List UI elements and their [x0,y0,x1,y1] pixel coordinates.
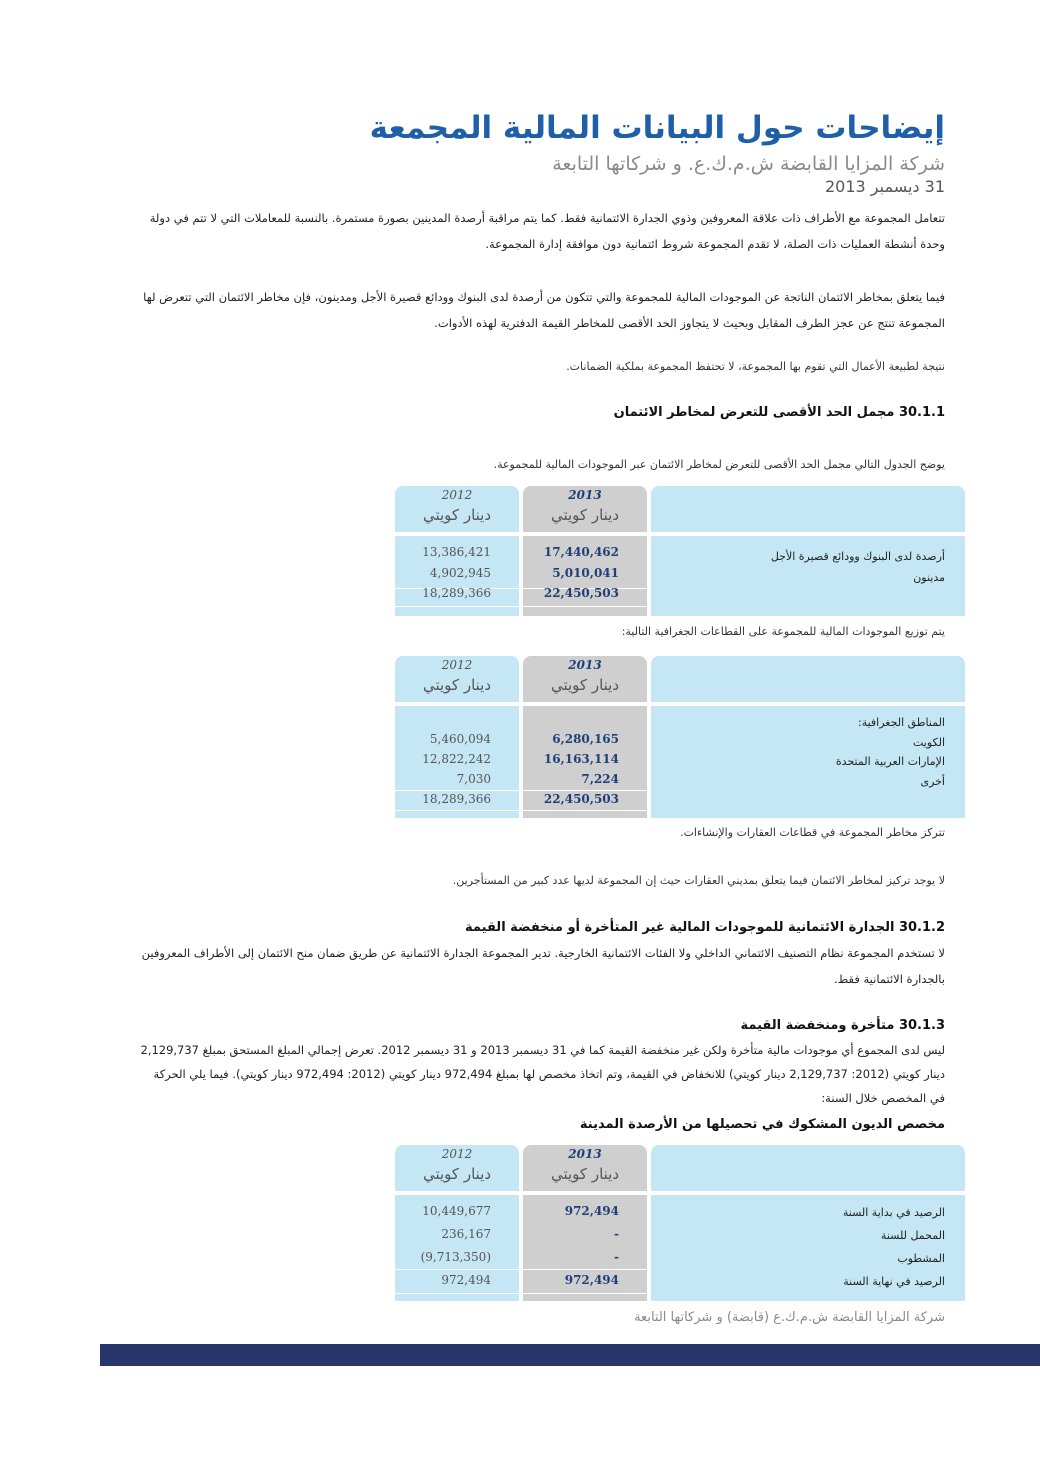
company-name: شركة المزايا القابضة ش.م.ك.ع. و شركاتها التابعة [552,153,945,175]
paragraph-table2-intro: يتم توزيع الموجودات المالية للمجموعة على القطاعات الجغرافية التالية: [621,625,945,638]
paragraph-no-concentration: لا يوجد تركيز لمخاطر الائتمان فيما يتعلق بمديني العقارات حيث إن المجموعة لديها عدد كبير من المستأجرين. [452,874,945,887]
page-title: إيضاحات حول البيانات المالية المجمعة [369,110,945,146]
currency-label: دينار كويتي [422,1165,492,1183]
table-cell-total: 18,289,366 [422,792,491,806]
paragraph-past-due: ليس لدى المجموع أي موجودات مالية متأخرة ولكن غير منخفضة القيمة كما في 31 ديسمبر 2013 و 31 ديسمبر 2012. تعرض إجمالي المبلغ المستحق بمبلغ 2,129,737 دينار كويتي (2012: 2,129,737 دينار كويتي) للانخفاض في القيمة، وتم اتخاذ مخصص لها بمبلغ 972,494 دينار كويتي (2012: 972,494 دينار كويتي). فيما يلي الحركة في المخصص خلال السنة: [140,1043,945,1105]
table-cell: - [614,1250,619,1264]
table-cell: 5,010,041 [552,566,619,580]
table-cell: 17,440,462 [543,545,619,559]
table-cell: 13,386,421 [422,545,491,559]
table-cell: 236,167 [441,1227,491,1241]
section-heading-30-1-3: 30.1.3 متأخرة ومنخفضة القيمة [740,1018,945,1033]
year-2012-header: 2012 [441,488,473,502]
row-label: المحمل للسنة [880,1229,945,1242]
table-cell: - [614,1227,619,1241]
row-label: مدينون [913,571,945,584]
paragraph-concentration: تتركز مخاطر المجموعة في قطاعات العقارات والإنشاءات. [680,826,945,839]
table-cell: 5,460,094 [429,732,491,746]
row-label: الإمارات العربية المتحدة [835,755,945,768]
table-cell-total: 22,450,503 [543,586,619,600]
footer-company-name: شركة المزايا القابضة ش.م.ك.ع (قابضة) و شركاتها التابعة [634,1310,945,1325]
table-cell: 4,902,945 [429,566,491,580]
paragraph-credit-risk: فيما يتعلق بمخاطر الائتمان الناتجة عن الموجودات المالية للمجموعة والتي تتكون من أرصدة لدى البنوك وودائع قصيرة الأجل ومدينون، فإن مخاطر الائتمان التي تتعرض لها المجموعة تنتج عن عجز الطرف المقابل وبحيث لا يتجاوز الحد الأقصى للمخاطر القيمة الدفترية لهذه الأدوات. [143,290,945,330]
table-cell: 7,224 [581,772,619,786]
row-label: الرصيد في بداية السنة [842,1206,945,1219]
section-heading-30-1-1: 30.1.1 مجمل الحد الأقصى للتعرض لمخاطر الائتمان [613,405,945,420]
table-cell: (9,713,350) [420,1250,491,1264]
report-date: 31 ديسمبر 2013 [824,177,945,196]
table-cell: 12,822,242 [422,752,491,766]
row-label: المشطوب [897,1252,945,1265]
table-max-credit-exposure [395,486,965,616]
currency-label: دينار كويتي [422,676,492,694]
table-cell-total: 22,450,503 [543,792,619,806]
paragraph-credit-quality: لا تستخدم المجموعة نظام التصنيف الائتماني الداخلي ولا الفئات الائتمانية الخارجية. تدير المجموعة الجدارة الائتمانية عن طريق ضمان منح الائتمان إلى الأطراف المعروفين بالجدارة الائتمانية فقط. [141,946,945,986]
currency-label: دينار كويتي [550,1165,620,1183]
row-label: أرصدة لدى البنوك وودائع قصيرة الأجل [770,550,945,563]
currency-label: دينار كويتي [422,506,492,524]
section-heading-30-1-2: 30.1.2 الجدارة الائتمانية للموجودات المالية غير المتأخرة أو منخفضة القيمة [465,920,945,935]
table-cell-total: 972,494 [564,1273,619,1287]
row-label: الكويت [912,736,945,749]
year-2012-header: 2012 [441,1147,473,1161]
table-cell-total: 972,494 [441,1273,491,1287]
footer-bar [100,1344,1040,1366]
year-2013-header: 2013 [568,658,602,672]
table-doubtful-debts-provision [395,1145,965,1301]
table-cell: 10,449,677 [422,1204,491,1218]
table-cell: 16,163,114 [543,752,619,766]
table-cell-total: 18,289,366 [422,586,491,600]
paragraph-credit-policy: تتعامل المجموعة مع الأطراف ذات علاقة المعروفين وذوي الجدارة الائتمانية فقط. كما يتم مراقبة أرصدة المدينين بصورة مستمرة. بالنسبة للمعاملات التي لا تتم في دولة وحدة أنشطة العمليات ذات الصلة، لا تقدم المجموعة شروط ائتمانية دون موافقة إدارة المجموعة. [149,211,945,251]
currency-label: دينار كويتي [550,506,620,524]
row-label: أخرى [920,775,945,788]
currency-label: دينار كويتي [550,676,620,694]
paragraph-collateral: نتيجة لطبيعة الأعمال التي تقوم بها المجموعة، لا تحتفظ المجموعة بملكية الضمانات. [566,360,945,373]
paragraph-table1-intro: يوضح الجدول التالي مجمل الحد الأقصى للتعرض لمخاطر الائتمان عبر الموجودات المالية للمجموعة. [493,458,945,471]
table-geographic-distribution [395,656,965,818]
table-cell: 972,494 [564,1204,619,1218]
year-2013-header: 2013 [568,488,602,502]
year-2012-header: 2012 [441,658,473,672]
row-label: المناطق الجغرافية: [858,716,945,729]
row-label: الرصيد في نهاية السنة [843,1275,945,1288]
table3-title: مخصص الديون المشكوك في تحصيلها من الأرصدة المدينة [579,1117,945,1132]
year-2013-header: 2013 [568,1147,602,1161]
table-cell: 7,030 [456,772,491,786]
table-cell: 6,280,165 [552,732,619,746]
